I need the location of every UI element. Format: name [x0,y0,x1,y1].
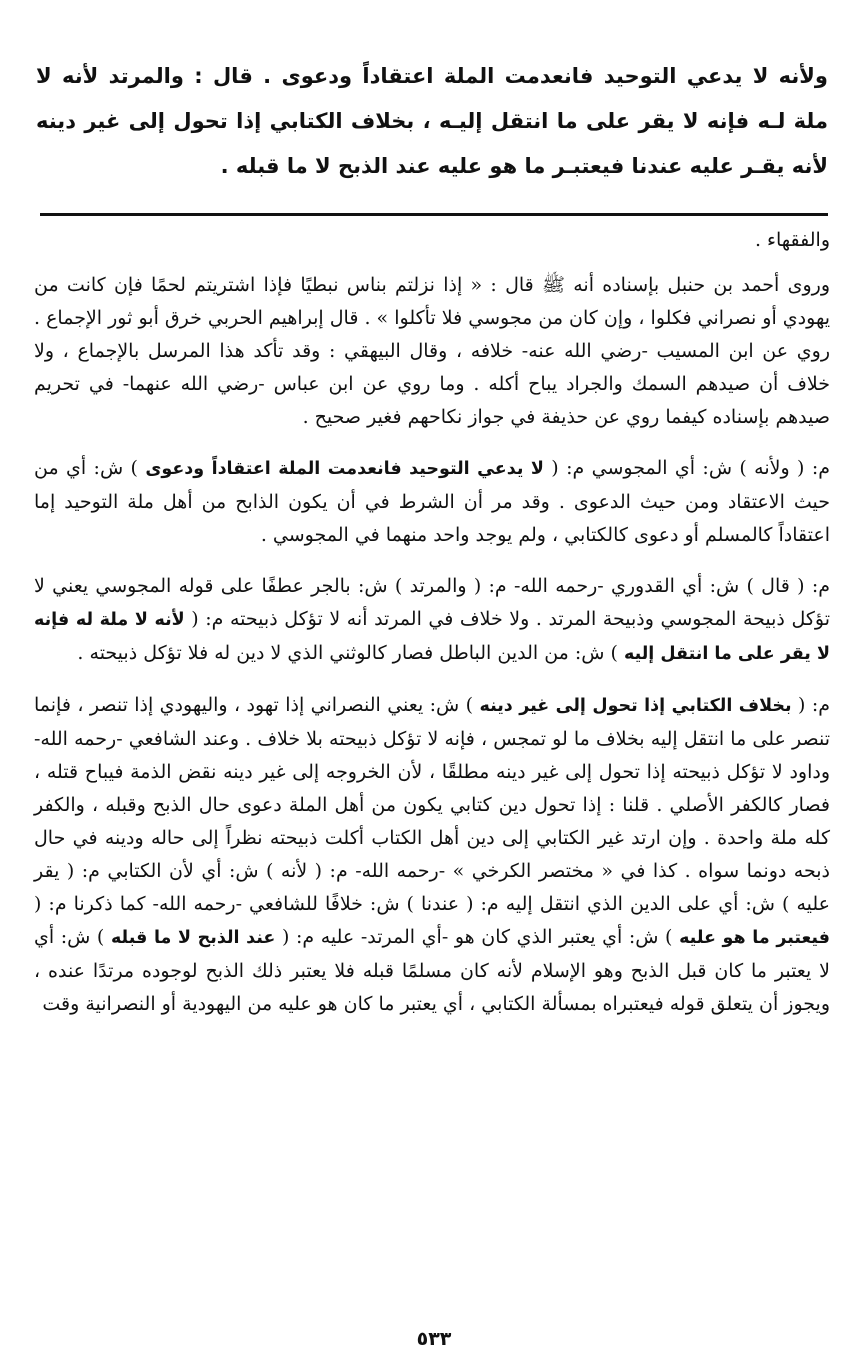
commentary-text: ) ش: أي يعتبر الذي كان هو -أي المرتد- عليه م: ( [275,926,680,948]
commentary-text: م: ( قال ) ش: أي القدوري -رحمه الله- م: ( والمرتد ) ش: بالجر عطفًا على قوله المجوسي يعني لا تؤكل ذبيحة المجوسي وذبيحة المرتد . ولا خلاف في المرتد أنه لا تؤكل ذبيحته م: ( [34,575,830,630]
commentary-text: ) ش: من الدين الباطل فصار كالوثني الذي لا دين له فلا تؤكل ذبيحته . [77,642,624,664]
commentary-text: م: ( [791,694,830,716]
quoted-matn: لا يدعي التوحيد فانعدمت الملة اعتقاداً ودعوى [145,459,544,479]
quoted-matn: لأنه لا ملة له فإنه لا يقر على ما انتقل إليه [34,610,830,664]
commentary-text: م: ( ولأنه ) ش: أي المجوسي م: ( [543,457,830,479]
matn-block [32,54,828,189]
commentary-text: ) ش: أي لا يعتبر ما كان قبل الذبح وهو الإسلام لأنه كان مسلمًا قبله فلا يعتبر ذلك الذبح لوجوده مرتدًا عنده ، ويجوز أن يتعلق قوله فيعتبراه بمسألة الكتابي ، أي يعتبر ما كان هو عليه من اليهودية أو النصرانية وقت [34,926,830,1015]
matn-text: ولأنه لا يدعي التوحيد فانعدمت الملة اعتقاداً ودعوى . قال : والمرتد لأنه لا ملة لـه فإنه لا يقر على ما انتقل إليـه ، بخلاف الكتابي إذا تحول إلى غير دينه لأنه يقـر عليه عندنا فيعتبـر ما هو عليه عند الذبح لا ما قبله . [36,64,828,178]
commentary-text: ) ش: يعني النصراني إذا تهود ، واليهودي إذا تنصر ، فإنما تنصر على ما انتقل إليه بخلاف ما لو تمجس ، فإنه لا تؤكل ذبيحته بلا خلاف . وعند الشافعي -رحمه الله- وداود لا تؤكل ذبيحته إذا تحول إلى غير دينه مطلقًا ، لأن الخروجه إلى غير دينه نقض الذمة فيباح قتله ، فصار كالكفر الأصلي . قلنا : إذا تحول دين كتابي يكون من أهل الملة دعوى حال الذبح وقبله ، والكفر كله ملة واحدة . وإن ارتد غير الكتابي إلى دين أهل الكتاب أكلت ذبيحته نظراً إلى حاله ودينه في حال ذبحه دونما سواه . كذا في « مختصر الكرخي » -رحمه الله- م: ( لأنه ) ش: أي لأن الكتابي م: ( يقر عليه ) ش: أي على الدين الذي انتقل إليه م: ( عندنا ) ش: خلافًا للشافعي -رحمه الله- كما ذكرنا م: ( [34,694,830,915]
footnote-divider [40,213,828,216]
quoted-matn: بخلاف الكتابي إذا تحول إلى غير دينه [479,696,792,716]
quoted-matn: عند الذبح لا ما قبله [110,928,276,948]
commentary-text: ) ش: أي من حيث الاعتقاد ومن حيث الدعوى . وقد مر أن الشرط في أن يكون الذابح من أهل ملة التوحيد إما اعتقاداً كالمسلم أو دعوى كالكتابي ، ولم يوجد واحد منهما في المجوسي . [34,457,830,546]
commentary-paragraph-2 [34,452,830,552]
commentary-paragraph-0: والفقهاء . [754,229,830,251]
page-number: ٥٣٣ [416,1328,452,1350]
commentary-paragraph-4 [34,689,830,1021]
commentary-block [34,224,830,1039]
commentary-paragraph-1: وروى أحمد بن حنبل بإسناده أنه ﷺ قال : « إذا نزلتم بناس نبطيًا فإذا اشتريتم لحمًا فإن كانت من يهودي أو نصراني فكلوا ، وإن كان من مجوسي فلا تأكلوا » . قال إبراهيم الحربي خرق أبو ثور الإجماع . روي عن ابن المسيب -رضي الله عنه- خلافه ، وقال البيهقي : وقد تأكد هذا المرسل بالإجماع ، ولا خلاف أن صيدهم السمك والجراد يباح أكله . وما روي عن ابن عباس -رضي الله عنهما- في تحريم صيدهم بإسناده كيفما روي عن حذيفة في جواز نكاحهم فغير صحيح . [34,274,830,428]
quoted-matn: فيعتبر ما هو عليه [679,928,831,948]
commentary-paragraph-3 [34,570,830,671]
